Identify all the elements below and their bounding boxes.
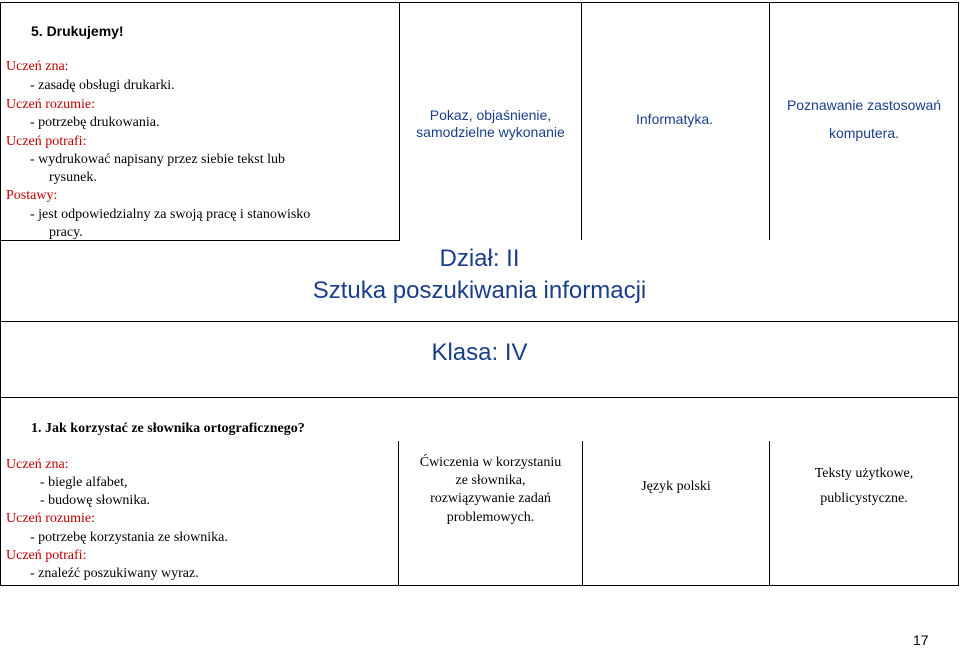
section1-can-item: - znaleźć poszukiwany wyraz. — [30, 566, 199, 581]
section1-connection-line1: Teksty użytkowe, — [814, 466, 914, 481]
section1-knows-item: - budowę słownika. — [40, 493, 151, 508]
section1-understands-label: Uczeń rozumie: — [6, 511, 96, 526]
section5-can-item: - wydrukować napisany przez siebie tekst lub — [30, 152, 286, 167]
section5-understands-label: Uczeń rozumie: — [6, 97, 96, 112]
section5-subject: Informatyka. — [636, 111, 714, 127]
border-top — [0, 2, 959, 3]
border-col2-top — [581, 2, 582, 240]
border-col2-bottom — [582, 441, 583, 586]
section1-methods-line3: rozwiązywanie zadań — [430, 491, 551, 506]
section1-subject: Język polski — [641, 479, 711, 494]
section5-methods-line2: samodzielne wykonanie — [416, 124, 565, 140]
section5-title: 5. Drukujemy! — [31, 23, 124, 39]
section5-knows-label: Uczeń zna: — [6, 59, 69, 74]
section1-knows-label: Uczeń zna: — [6, 457, 69, 472]
border-col3-bottom — [769, 441, 770, 586]
section1-methods-line4: problemowych. — [446, 510, 535, 525]
section1-title: 1. Jak korzystać ze słownika ortograficznego? — [31, 421, 305, 436]
dzial-number: Dział: II — [439, 245, 520, 272]
section5-connection-line2: komputera. — [828, 125, 900, 141]
klasa-title: Klasa: IV — [431, 339, 528, 366]
section5-attitudes-label: Postawy: — [6, 188, 58, 203]
section5-understands-item: - potrzebę drukowania. — [30, 115, 160, 130]
section5-attitudes-item-cont: pracy. — [49, 225, 83, 240]
border-klasa-bottom — [0, 397, 959, 398]
section1-methods-line2: ze słownika, — [455, 473, 526, 488]
section1-understands-item: - potrzebę korzystania ze słownika. — [30, 530, 228, 545]
section1-can-label: Uczeń potrafi: — [6, 548, 87, 563]
section5-knows-item: - zasadę obsługi drukarki. — [30, 78, 175, 93]
section5-can-label: Uczeń potrafi: — [6, 134, 87, 149]
section5-attitudes-item: - jest odpowiedzialny za swoją pracę i stanowisko — [30, 207, 311, 222]
section5-methods-line1: Pokaz, objaśnienie, — [429, 107, 552, 123]
dzial-title: Sztuka poszukiwania informacji — [312, 277, 647, 304]
section5-connection-line1: Poznawanie zastosowań — [786, 97, 942, 113]
page-number: 17 — [913, 632, 929, 648]
border-col3-top — [769, 2, 770, 240]
section1-methods-line1: Ćwiczenia w korzystaniu — [419, 455, 562, 470]
section1-knows-item: - biegle alfabet, — [40, 475, 128, 490]
section5-can-item-cont: rysunek. — [49, 170, 97, 185]
border-dzial-bottom — [0, 321, 959, 322]
section1-connection-line2: publicystyczne. — [820, 491, 908, 506]
border-bottom — [0, 585, 959, 586]
